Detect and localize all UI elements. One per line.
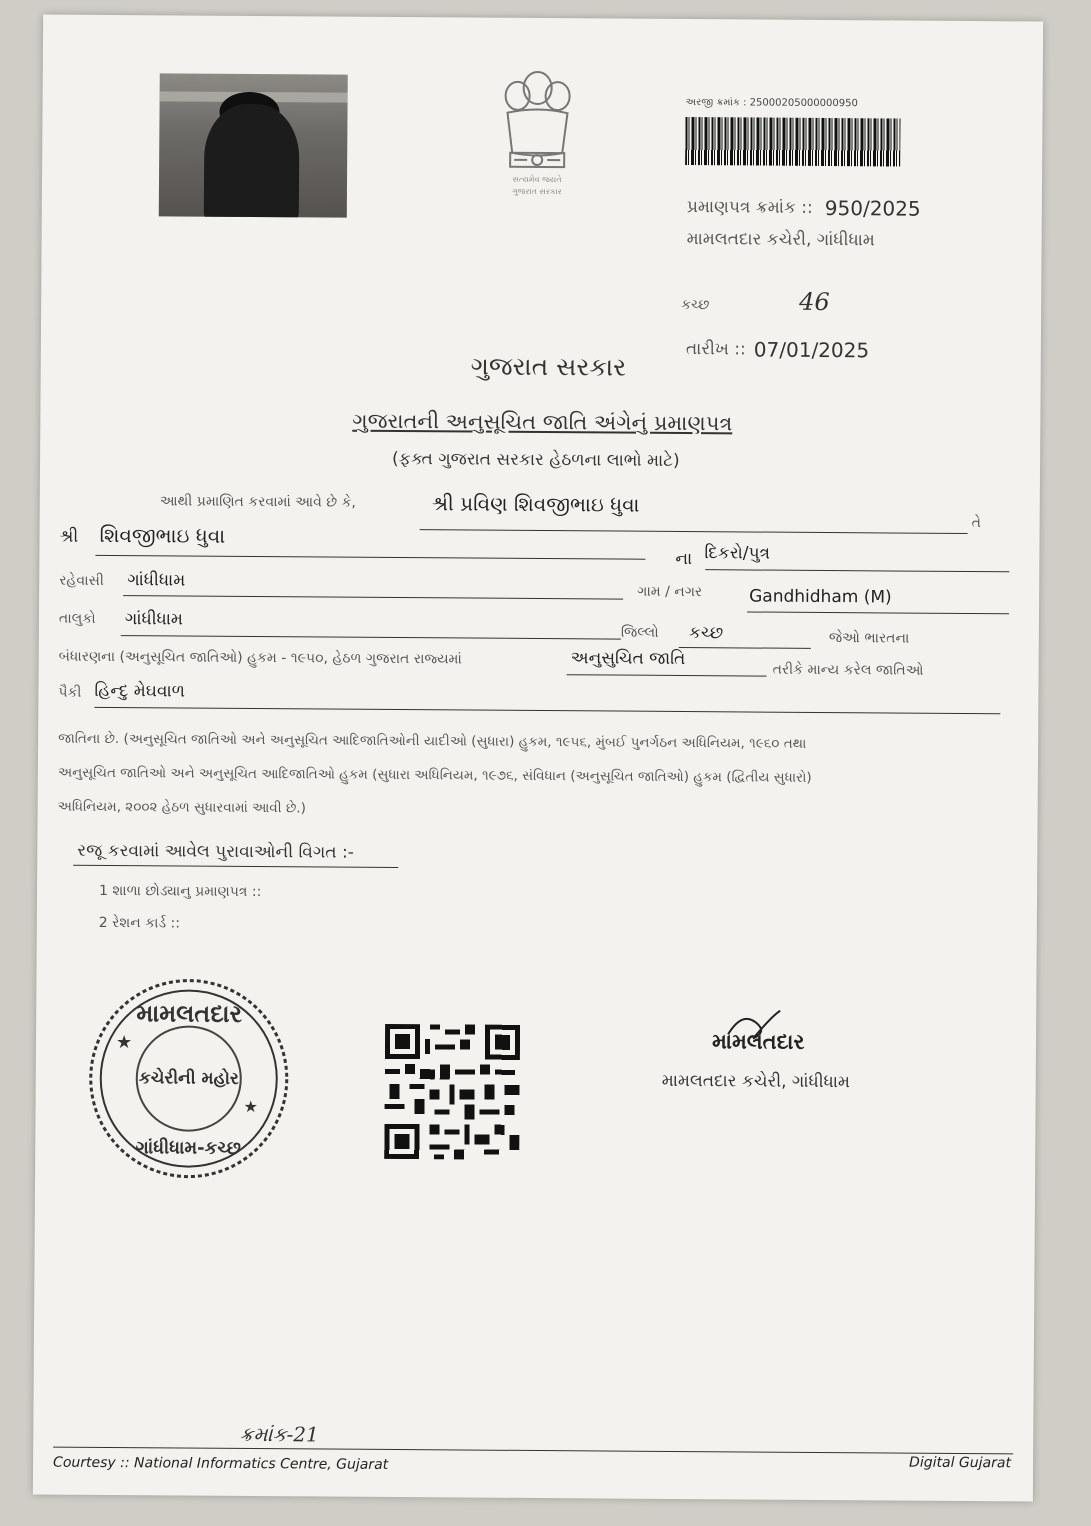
india-text: જેઓ ભારતના (828, 630, 910, 647)
handwritten-note: ક્રમાંક-21 (239, 1421, 319, 1447)
footer-courtesy: Courtesy :: National Informatics Centre, Gujarat (53, 1454, 389, 1473)
evidence-item-1: 1 શાળા છોડ્યાનુ પ્રમાણપત્ર :: (99, 882, 262, 901)
father-name: શિવજીભાઇ ધુવા (99, 522, 226, 548)
state-emblem-icon (482, 58, 593, 199)
application-number: અરજી ક્રમાંક : 25000205000000950 (685, 97, 858, 110)
emblem-caption-1: સત્યમેવ જયતે (512, 174, 562, 185)
certificate-page (33, 15, 1043, 1502)
intro-text: આથી પ્રમાણિત કરવામાં આવે છે કે, (159, 493, 356, 511)
certificate-title: ગુજરાતની અનુસૂચિત જાતિ અંગેનું પ્રમાણપત્ર (352, 408, 733, 436)
village-label: ગામ / નગર (637, 583, 703, 601)
signatory-office: મામલતદાર કચેરી, ગાંધીધામ (661, 1070, 851, 1093)
seal-top-text: મામલતદાર (136, 999, 243, 1028)
district-label: જિલ્લો (620, 624, 659, 641)
seal-middle-text: કચેરીની મહોર (138, 1068, 239, 1089)
taluka-label: તાલુકો (58, 610, 96, 627)
caste: હિન્દુ મેઘવાળ (94, 680, 186, 702)
resident: ગાંધીધામ (127, 570, 186, 591)
emblem-caption-2: ગુજરાત સરકાર (512, 186, 562, 197)
legal-para-3: અધિનિયમ, ૨૦૦૨ હેઠળ સુધારવામાં આવી છે.) (57, 798, 306, 817)
category: અનુસુચિત જાતિ (570, 648, 686, 670)
date-label: તારીખ :: (685, 339, 746, 360)
district: કચ્છ (688, 623, 724, 644)
shri-label: શ્રી (59, 526, 79, 547)
date-value: 07/01/2025 (753, 337, 870, 363)
cert-no-value: 950/2025 (824, 195, 921, 221)
constitution-text: બંધારણના (અનુસૂચિત જાતિઓ) હુકમ - ૧૯૫૦, હેઠળ ગુજરાત રાજ્યમાં (58, 648, 462, 668)
office-seal-icon (83, 973, 294, 1184)
resident-label: રહેવાસી (59, 572, 104, 589)
recognized-text: તરીકે માન્ય કરેલ જાતિઓ (772, 661, 924, 679)
relation: દિકરો/પુત્ર (704, 543, 771, 564)
cert-no-label: પ્રમાણપત્ર ક્રમાંક :: (686, 197, 813, 218)
na-label: ના (675, 548, 693, 570)
evidence-heading: રજૂ કરવામાં આવેલ પુરાવાઓની વિગત :- (77, 840, 354, 863)
village: Gandhidham (M) (749, 586, 892, 608)
certificate-subtitle: (ફક્ત ગુજરાત સરકાર હેઠળના લાભો માટે) (392, 448, 680, 471)
footer-digital-gujarat: Digital Gujarat (909, 1454, 1012, 1472)
applicant-name: શ્રી પ્રવિણ શિવજીભાઇ ધુવા (431, 491, 640, 517)
te-text: તે (971, 515, 982, 532)
seal-star-right-icon: ★ (243, 1096, 258, 1117)
signatory-title: મામલતદાર (711, 1029, 805, 1054)
qr-code-icon (384, 1024, 520, 1160)
taluka: ગાંધીધામ (124, 609, 184, 630)
govt-title: ગુજરાત સરકાર (470, 351, 627, 382)
applicant-photo (159, 73, 348, 217)
barcode (685, 117, 900, 166)
handwritten-number: 46 (799, 287, 830, 317)
seal-star-left-icon: ★ (115, 1032, 133, 1054)
office-header: મામલતદાર કચેરી, ગાંધીધામ (686, 229, 875, 251)
seal-bottom-text: ગાંધીધામ-કચ્છ (135, 1137, 241, 1159)
among-label: પૈકી (58, 684, 82, 701)
kutch-label: કચ્છ (681, 296, 710, 314)
legal-para-1: જાતિના છે. (અનુસૂચિત જાતિઓ અને અનુસૂચિત આદિજાતિઓની યાદીઓ (સુધારા) હુકમ, ૧૯૫૬, મુંબઈ પુનર્ગઠન અધિનિયમ, ૧૯૬૦ તથા (58, 730, 807, 752)
legal-para-2: અનુસૂચિત જાતિઓ અને અનુસૂચિત આદિજાતિઓ હુકમ (સુધારા અધિનિયમ, ૧૯૭૬, સંવિધાન (અનુસૂચિત જાતિઓ) હુકમ (દ્વિતીય સુધારો) (57, 764, 812, 786)
evidence-item-2: 2 રેશન કાર્ડ :: (98, 914, 181, 932)
